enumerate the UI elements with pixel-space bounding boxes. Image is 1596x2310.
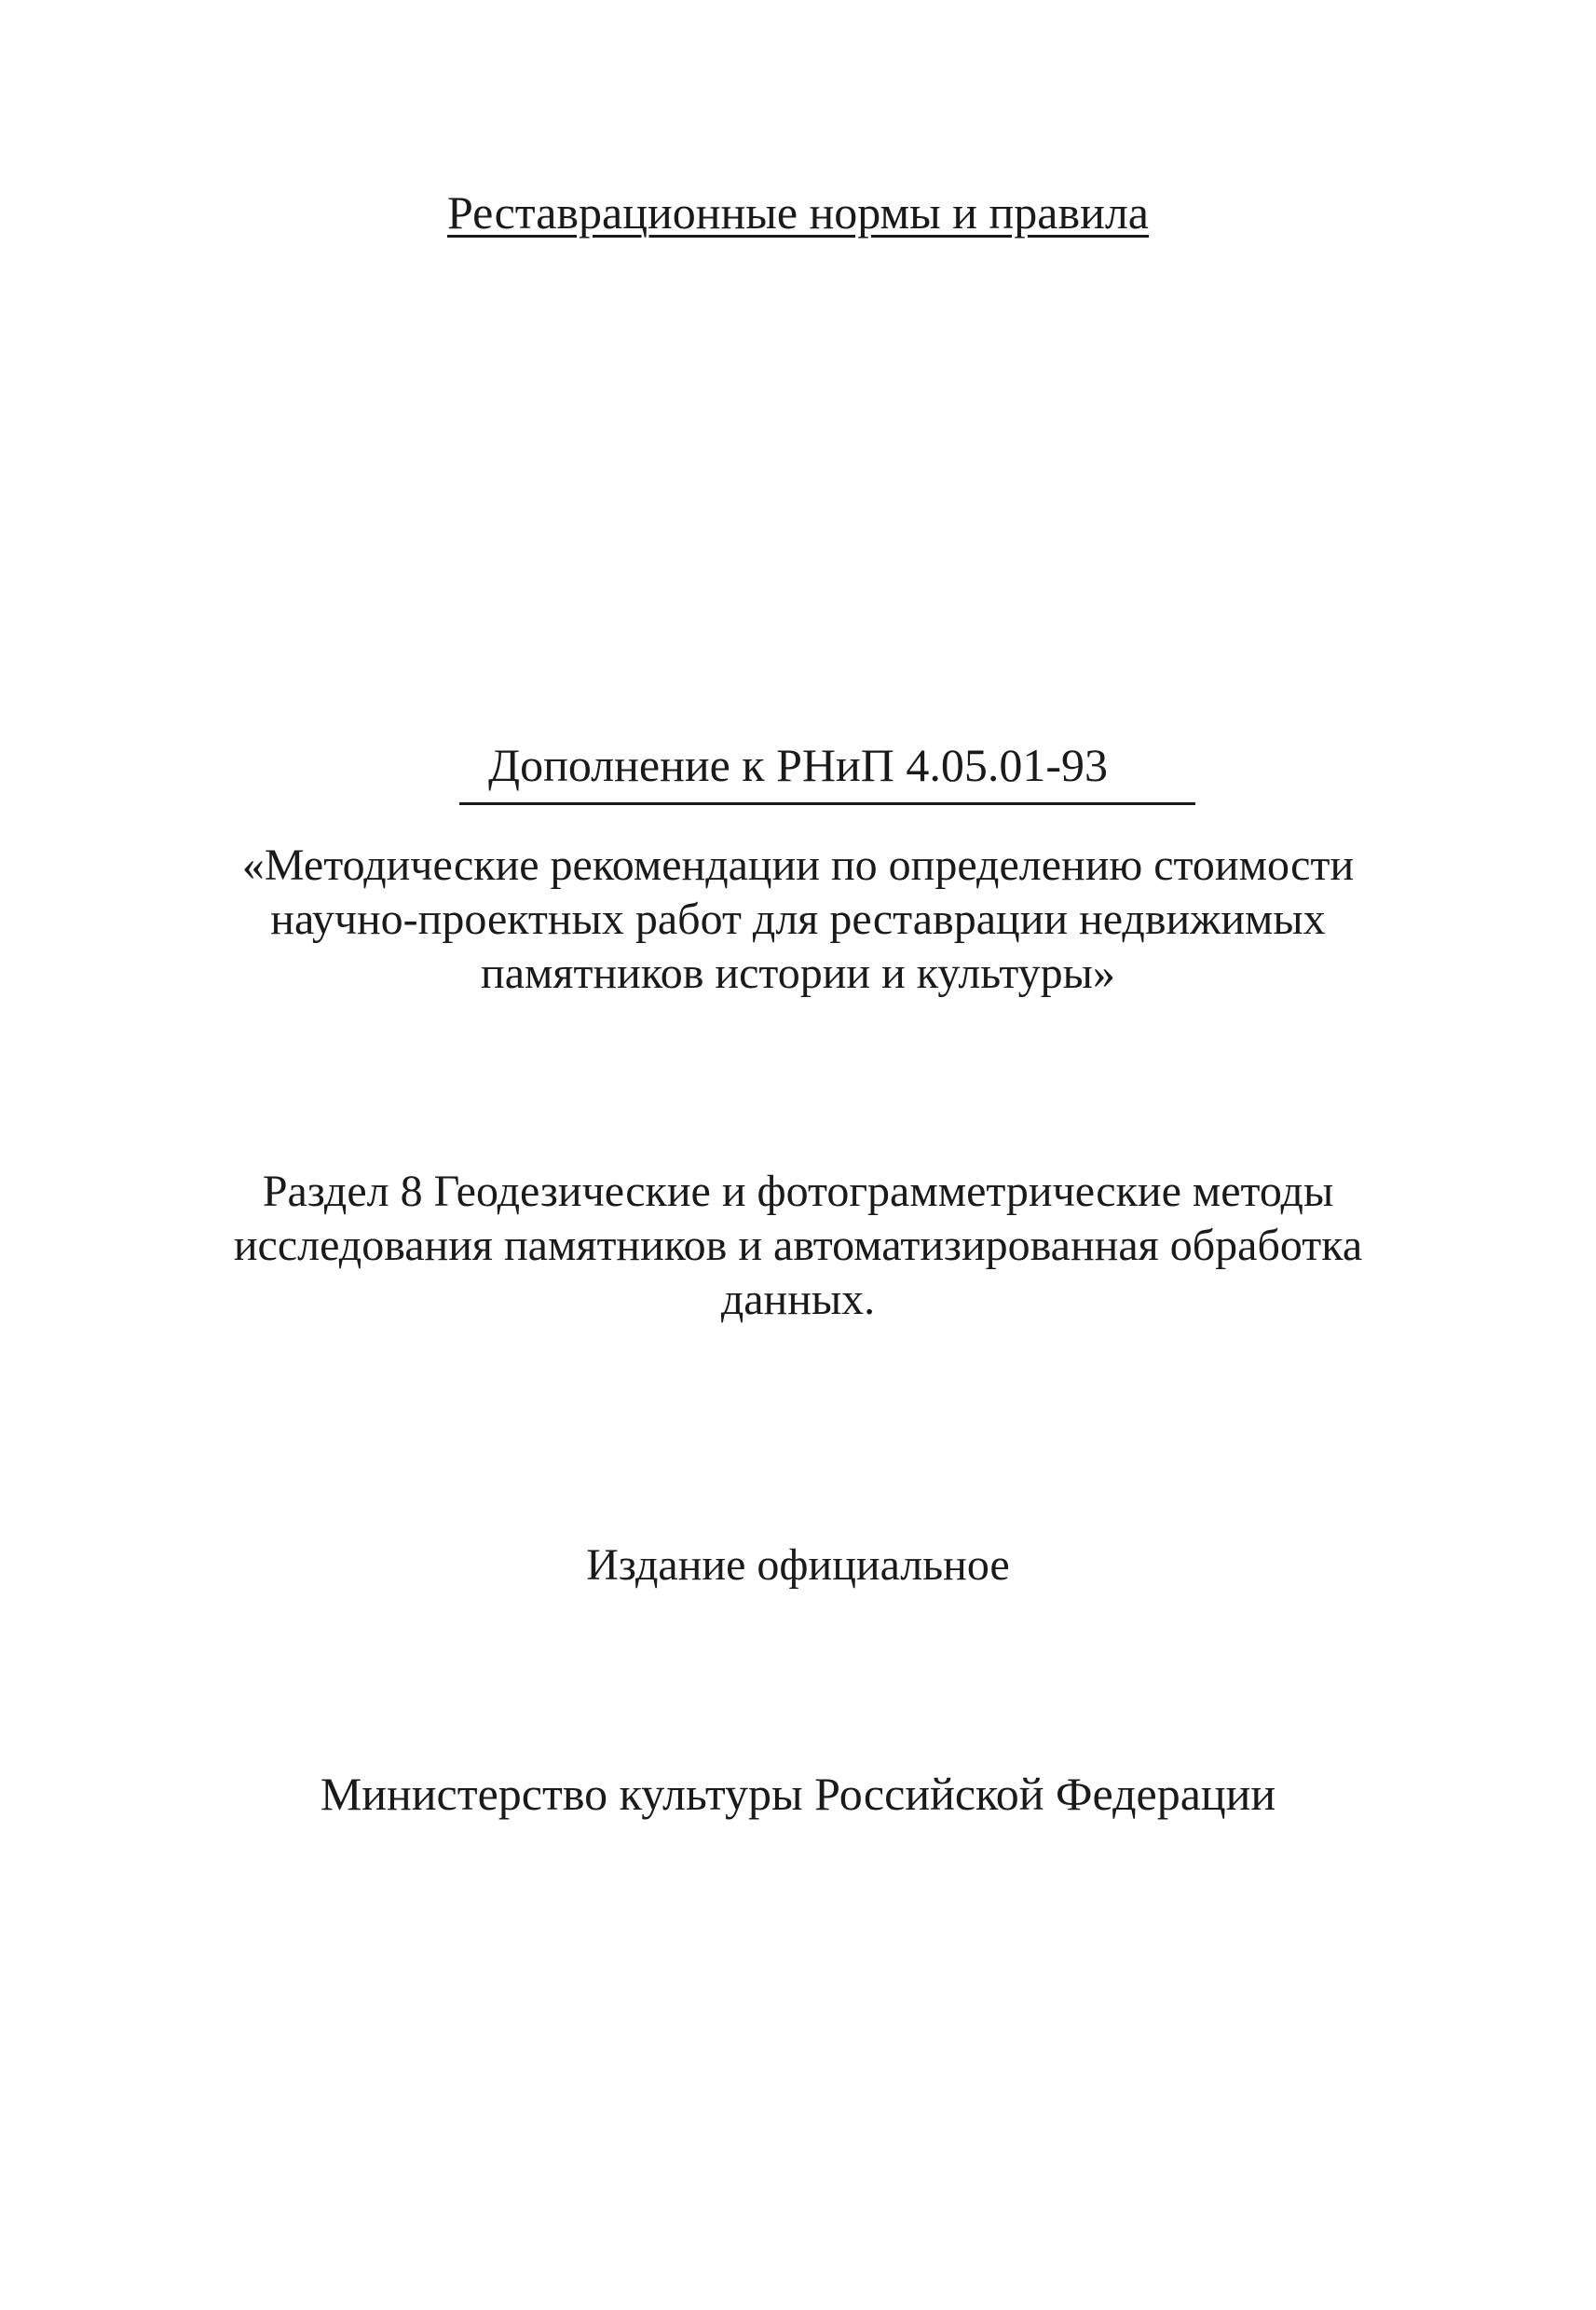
section-title: [0, 1165, 1596, 1327]
document-title-line-1: «Методические рекомендации по определению стоимости: [241, 841, 1355, 890]
series-title: [0, 185, 1596, 240]
section-title-line-3: данных.: [720, 1275, 876, 1324]
supplement-reference: [0, 736, 1596, 794]
section-title-line-1: Раздел 8 Геодезические и фотограмметрические методы: [262, 1167, 1334, 1216]
document-title-line-3: памятников истории и культуры»: [481, 949, 1115, 998]
supplement-reference-text: Дополнение к РНиП 4.05.01-93: [487, 739, 1109, 791]
edition-note-text: Издание официальное: [586, 1540, 1010, 1590]
document-title: [0, 839, 1596, 1001]
publisher-text: Министерство культуры Российской Федерации: [320, 1768, 1276, 1820]
section-title-line-2: исследования памятников и автоматизированная обработка: [233, 1221, 1363, 1270]
series-title-text: Реставрационные нормы и правила: [446, 186, 1149, 239]
document-title-line-2: научно-проектных работ для реставрации недвижимых: [270, 895, 1326, 944]
supplement-underline: [459, 802, 1195, 805]
publisher: [0, 1766, 1596, 1822]
edition-note: [0, 1538, 1596, 1593]
